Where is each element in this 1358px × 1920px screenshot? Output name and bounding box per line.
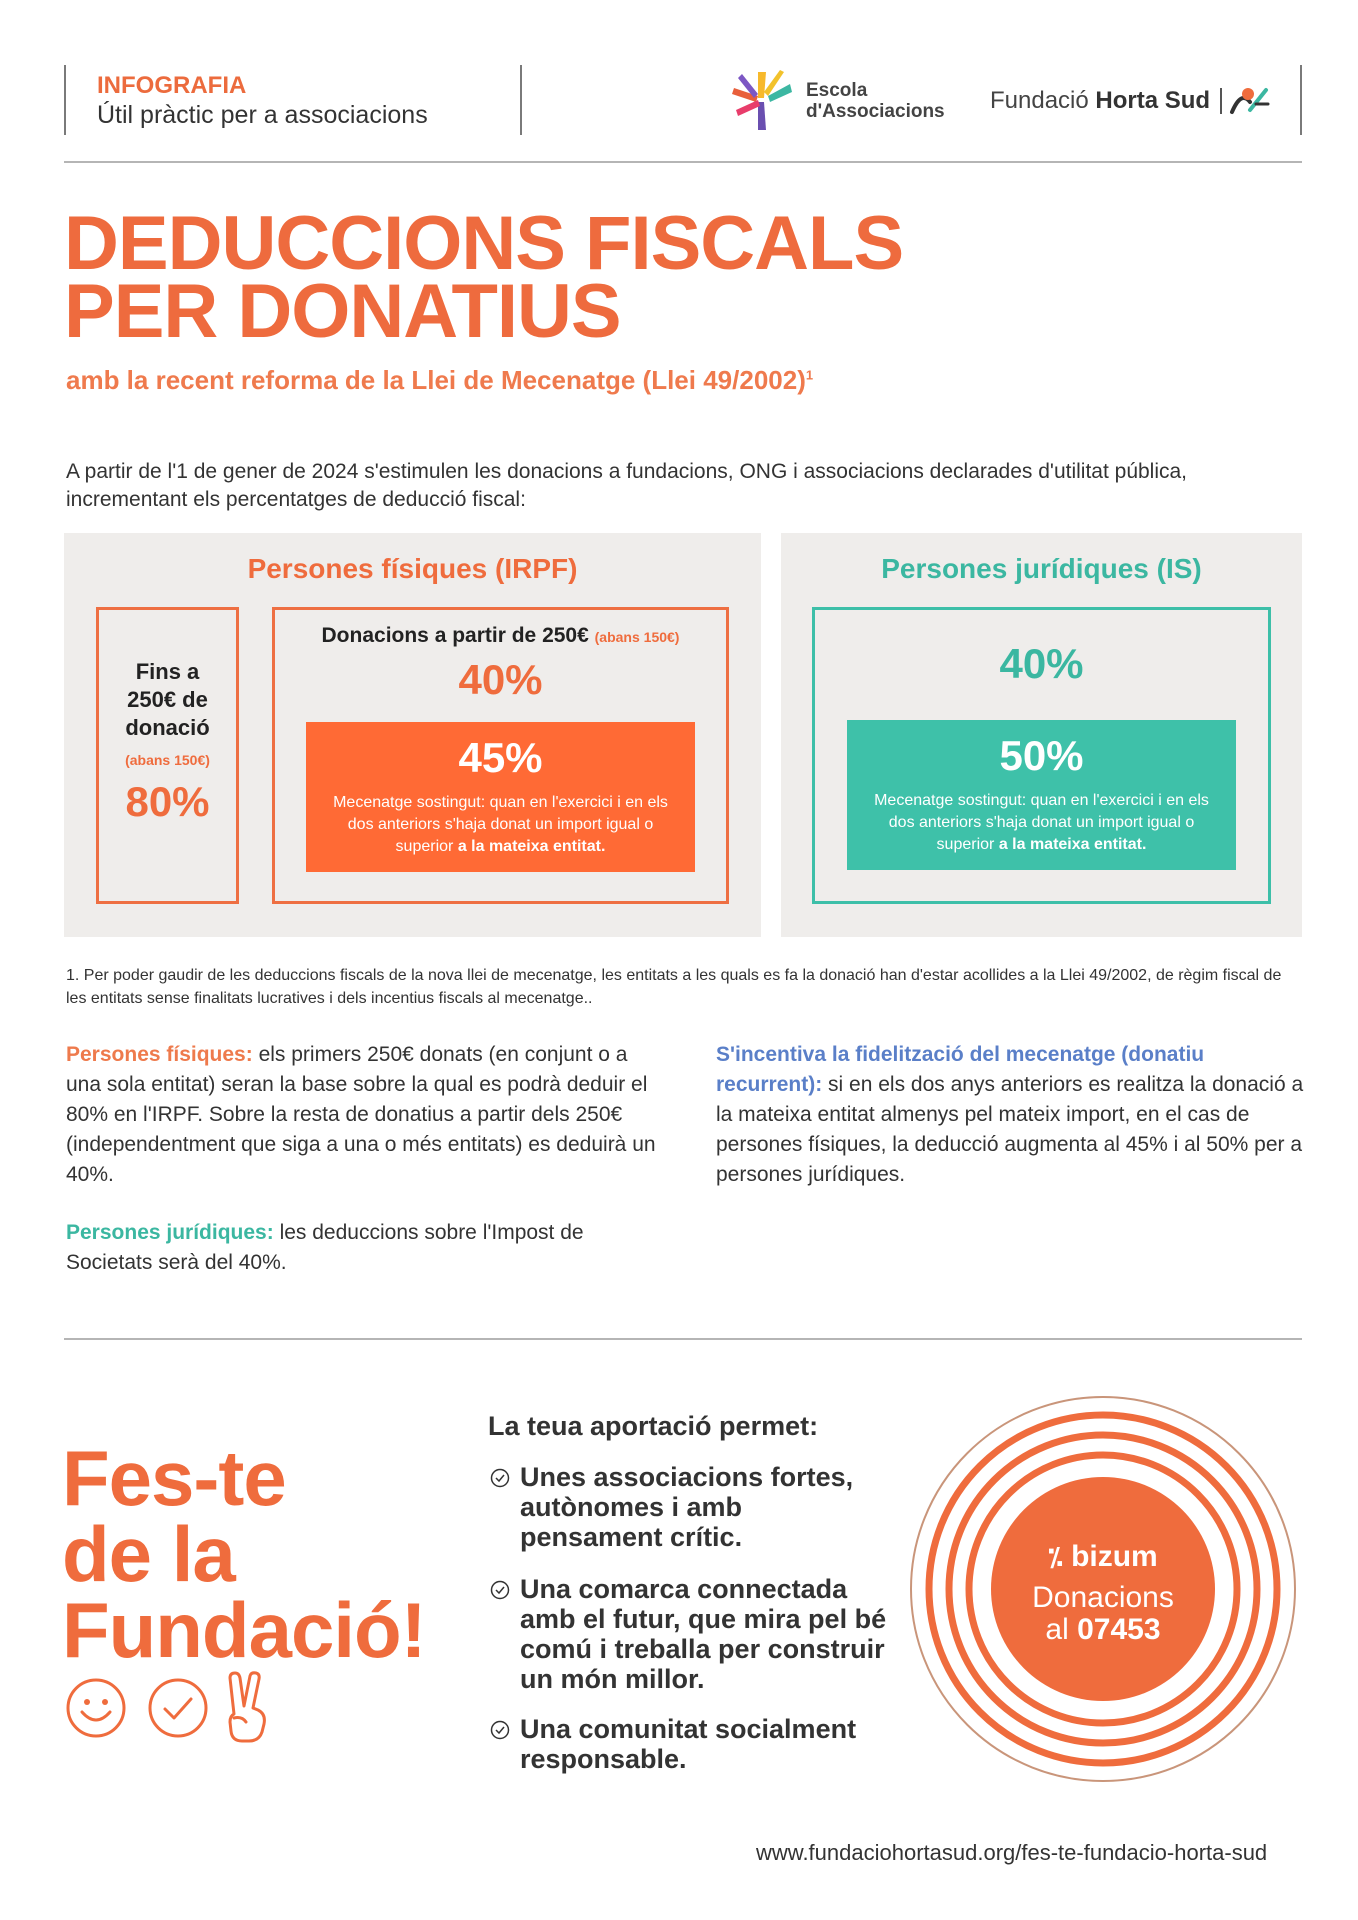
irpf-large-donation-value: 40% [458, 656, 543, 703]
bizum-brand [1043, 1540, 1163, 1574]
irpf-sustained-text [320, 792, 681, 858]
bizum-donation-text [1003, 1582, 1203, 1646]
title-line1: DEDUCCIONS FISCALS [64, 201, 904, 286]
header-divider-right [1300, 65, 1302, 135]
subtitle-text: amb la recent reforma de la Llei de Mecenatge (Llei 49/2002) [66, 365, 806, 395]
check-icon [490, 1580, 510, 1600]
intro-paragraph: A partir de l'1 de gener de 2024 s'estimulen les donacions a fundacions, ONG i associacions declarades d'utilitat pública, incrementant els percentatges de deducció fiscal: [66, 460, 1188, 511]
victory-hand-icon [222, 1670, 274, 1744]
escola-line1: Escola [806, 80, 868, 101]
header-subtitle: Útil pràctic per a associacions [97, 101, 428, 129]
escola-logo-icon [728, 68, 796, 132]
header-divider-left [64, 65, 66, 135]
irpf-small-donation-value: 80% [125, 778, 210, 825]
fisiques-explanation [66, 1040, 656, 1190]
check-circle-icon [146, 1676, 210, 1740]
bizum-line2 [1003, 1614, 1203, 1646]
section-rule [64, 1338, 1302, 1340]
irpf-sustained-bold: a la mateixa entitat. [457, 838, 606, 855]
bizum-line2-prefix: al [1045, 1613, 1069, 1646]
title-line2: PER DONATIUS [64, 269, 621, 354]
fundacio-bold: Horta Sud [1095, 87, 1211, 114]
fundacio-logo-icon [1228, 84, 1272, 118]
irpf-small-donation-text: Fins a 250€ de donació [125, 659, 210, 740]
footnote: 1. Per poder gaudir de les deduccions fiscals de la nova llei de mecenatge, les entitats a les quals es fa la donació han d'estar acollides a la Llei 49/2002, de règim fiscal de les entitats sense finalitats lucratives i dels incentius fiscals al mecenatge.. [66, 967, 1282, 1007]
header-tag: INFOGRAFIA [97, 72, 247, 99]
juridiques-label: Persones jurídiques: [66, 1221, 274, 1244]
irpf-large-heading-note: (abans 150€) [594, 629, 680, 645]
header-rule [64, 161, 1302, 163]
irpf-large-donation-heading [275, 624, 726, 648]
subtitle-footnote-ref: 1 [805, 367, 814, 383]
fisiques-text: els primers 250€ donats (en conjunt o a una sola entitat) seran la base sobre la qual es podrà deduir el 80% en l'IRPF. Sobre la resta de donatius a partir dels 250€ (independentment que siga a una o més entitats) es deduirà un 40%. [66, 1043, 656, 1186]
is-sustained-desc: Mecenatge sostingut: quan en l'exercici i en els dos anteriors s'haja donat un import igual o superior [874, 792, 1209, 853]
bizum-logo-icon: ⁒ [1048, 1542, 1063, 1572]
recurrent-label: S'incentiva la fidelització del mecenatge (donatiu recurrent): [716, 1043, 1205, 1096]
irpf-large-donation-box [272, 607, 729, 904]
smiley-icon [64, 1676, 128, 1740]
bizum-code: 07453 [1077, 1613, 1161, 1646]
recurrent-text: si en els dos anys anteriors es realitza la donació a la mateixa entitat almenys pel mateix import, en el cas de persones físiques, la deducció augmenta al 45% i al 50% per a persones jurídiques. [716, 1073, 1304, 1186]
permet-item-1-text: Unes associacions fortes, autònomes i amb pensament crític. [520, 1462, 854, 1552]
escola-line2: d'Associacions [806, 101, 945, 122]
permet-item-3-text: Una comunitat socialment responsable. [520, 1714, 857, 1774]
permet-item-2-text: Una comarca connectada amb el futur, que mira pel bé comú i treballa per construir un món millor. [520, 1574, 887, 1694]
is-title: Persones jurídiques (IS) [881, 553, 1202, 584]
fundacio-separator [1220, 88, 1222, 114]
irpf-small-donation-note: (abans 150€) [125, 752, 210, 768]
is-sustained-bold: a la mateixa entitat. [998, 836, 1147, 853]
irpf-title: Persones físiques (IRPF) [247, 553, 578, 584]
irpf-sustained-desc: Mecenatge sostingut: quan en l'exercici i en els dos anteriors s'haja donat un import igual o superior [333, 794, 668, 855]
recurrent-explanation [716, 1040, 1306, 1190]
bizum-brand-text: bizum [1071, 1540, 1158, 1573]
is-sustained-box [847, 720, 1236, 870]
page-subtitle [66, 365, 813, 396]
is-panel [781, 533, 1302, 937]
fisiques-label: Persones físiques: [66, 1043, 253, 1066]
is-box [812, 607, 1271, 904]
irpf-sustained-value: 45% [458, 734, 543, 781]
irpf-small-donation-box [96, 607, 239, 904]
join-line1: Fes-te [62, 1434, 286, 1522]
check-icon [490, 1720, 510, 1740]
join-line3: Fundació! [62, 1586, 426, 1674]
juridiques-text: les deduccions sobre l'Impost de Societats serà del 40%. [66, 1221, 584, 1274]
juridiques-explanation [66, 1218, 656, 1278]
fundacio-prefix: Fundació [990, 87, 1089, 114]
bizum-line1: Donacions [1032, 1581, 1174, 1614]
is-sustained-text [861, 790, 1222, 856]
website-link[interactable]: www.fundaciohortasud.org/fes-te-fundacio-horta-sud [756, 1840, 1268, 1865]
is-sustained-value: 50% [999, 732, 1084, 779]
escola-name [806, 80, 945, 122]
permet-title: La teua aportació permet: [488, 1411, 819, 1441]
irpf-large-heading-text: Donacions a partir de 250€ [321, 624, 589, 647]
join-headline [62, 1434, 426, 1674]
join-line2: de la [62, 1510, 235, 1598]
page-title [64, 201, 904, 354]
is-value: 40% [999, 640, 1084, 687]
check-icon [490, 1468, 510, 1488]
irpf-sustained-box [306, 722, 695, 872]
header-divider-middle [520, 65, 522, 135]
irpf-panel [64, 533, 761, 937]
fundacio-horta-sud-name [990, 87, 1210, 115]
